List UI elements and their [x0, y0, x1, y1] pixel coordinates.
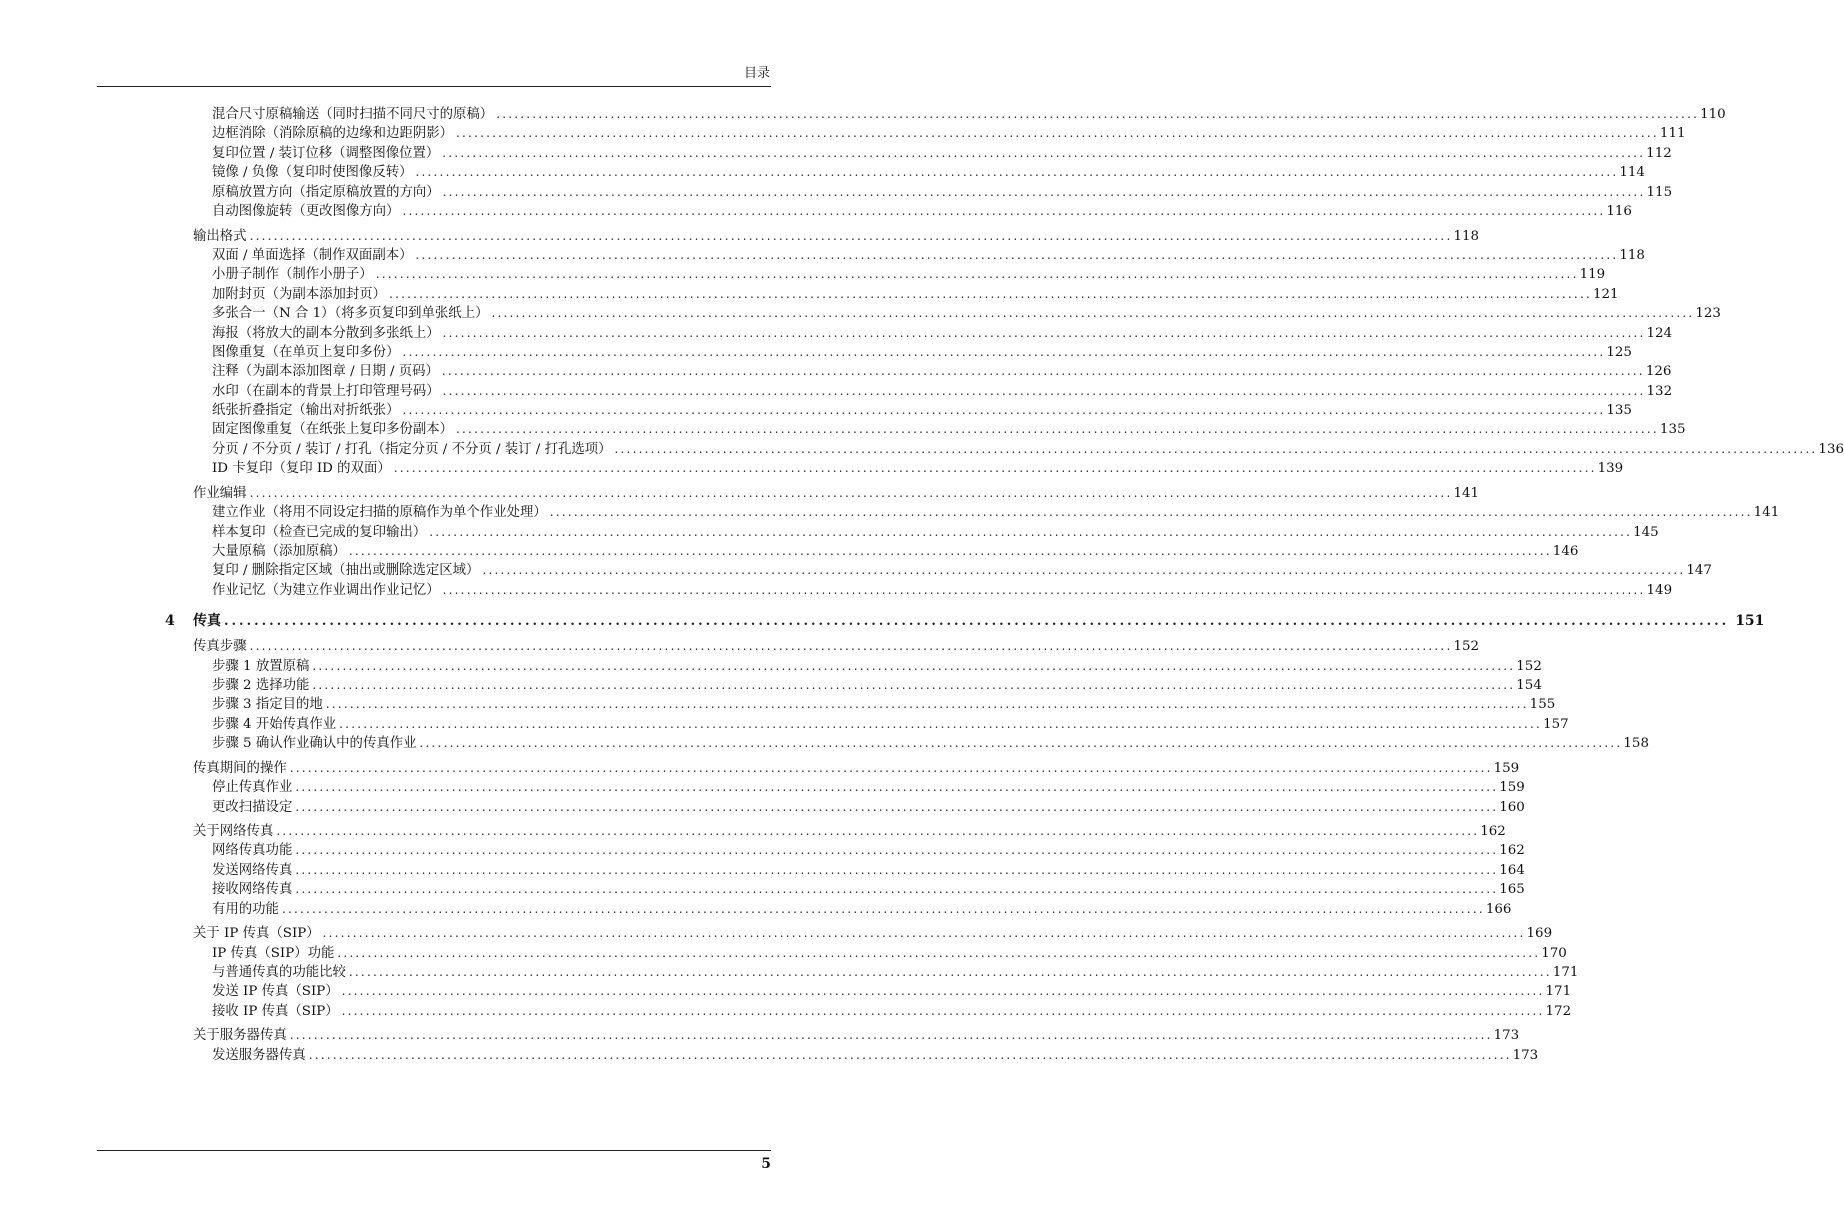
dot-leader: ........................................................................................................................................................................................................ — [375, 267, 1579, 281]
toc-page-number: 149 — [1646, 583, 1673, 598]
toc-entry[interactable] — [212, 797, 1525, 818]
dot-leader: ........................................................................................................................................................................................................ — [402, 345, 1606, 359]
toc-page-number: 118 — [1453, 229, 1480, 244]
toc-entry[interactable] — [193, 923, 1553, 944]
toc-page-number: 160 — [1499, 800, 1525, 815]
dot-leader: ........................................................................................................................................................................................................ — [456, 126, 1659, 140]
dot-leader: ........................................................................................................................................................................................................ — [456, 422, 1659, 436]
toc-entry-title: 图像重复（在单页上复印多份） — [212, 345, 400, 360]
toc-page-number: 141 — [1753, 505, 1780, 520]
toc-page-number: 132 — [1646, 384, 1673, 399]
toc-entry-title: 更改扫描设定 — [212, 800, 293, 815]
toc-entry[interactable] — [212, 580, 1673, 601]
toc-entry-title: 有用的功能 — [212, 902, 279, 917]
toc-entry[interactable] — [212, 381, 1673, 402]
dot-leader: ........................................................................................................................................................................................................ — [337, 946, 1541, 960]
dot-leader: ........................................................................................................................................................................................................ — [429, 525, 1633, 539]
toc-entry[interactable] — [193, 226, 1480, 247]
toc-page-number: 119 — [1579, 267, 1606, 282]
toc-entry-title: 传真步骤 — [193, 639, 247, 654]
toc-entry-title: 加附封页（为副本添加封页） — [212, 287, 387, 302]
toc-entry[interactable] — [212, 419, 1686, 440]
toc-entry-title: 网络传真功能 — [212, 843, 293, 858]
toc-page-number: 124 — [1646, 326, 1673, 341]
toc-chapter-number: 4 — [165, 613, 175, 629]
toc-chapter-entry[interactable] — [165, 611, 1765, 632]
dot-leader: ........................................................................................................................................................................................................ — [295, 863, 1499, 877]
toc-entry[interactable] — [212, 323, 1673, 344]
toc-page-number: 135 — [1606, 403, 1632, 418]
dot-leader: ........................................................................................................................................................................................................ — [295, 882, 1499, 896]
toc-entry-title: 与普通传真的功能比较 — [212, 965, 346, 980]
toc-entry-title: 步骤 2 选择功能 — [212, 678, 310, 693]
toc-entry[interactable] — [212, 264, 1606, 285]
footer-divider — [97, 1150, 771, 1151]
toc-entry-title: 多张合一（N 合 1）（将多页复印到单张纸上） — [212, 306, 489, 321]
toc-page-number: 152 — [1516, 659, 1542, 674]
toc-entry-title: 复印 / 删除指定区域（抽出或删除选定区域） — [212, 563, 480, 578]
toc-entry[interactable] — [212, 694, 1556, 715]
toc-page-number: 112 — [1646, 146, 1672, 161]
toc-entry-title: 输出格式 — [193, 229, 247, 244]
toc-entry[interactable] — [212, 245, 1645, 266]
dot-leader: ........................................................................................................................................................................................................ — [322, 926, 1526, 940]
toc-entry[interactable] — [212, 860, 1525, 881]
dot-leader: ........................................................................................................................................................................................................ — [549, 505, 1753, 519]
dot-leader: ........................................................................................................................................................................................................ — [224, 614, 1730, 629]
dot-leader: ........................................................................................................................................................................................................ — [249, 486, 1453, 500]
toc-entry[interactable] — [212, 342, 1632, 363]
dot-leader: ........................................................................................................................................................................................................ — [393, 461, 1597, 475]
toc-entry-title: 发送服务器传真 — [212, 1048, 306, 1063]
toc-page-number: 139 — [1597, 461, 1624, 476]
toc-page-number: 141 — [1453, 486, 1480, 501]
dot-leader: ........................................................................................................................................................................................................ — [295, 800, 1499, 814]
toc-entry[interactable] — [212, 123, 1686, 144]
toc-page-number: 169 — [1526, 926, 1553, 941]
dot-leader: ........................................................................................................................................................................................................ — [339, 717, 1543, 731]
dot-leader: ........................................................................................................................................................................................................ — [415, 165, 1619, 179]
dot-leader: ........................................................................................................................................................................................................ — [441, 364, 1645, 378]
toc-page-number: 158 — [1623, 736, 1649, 751]
toc-entry[interactable] — [212, 1001, 1572, 1022]
toc-entry-title: 镜像 / 负像（复印时使图像反转） — [212, 165, 413, 180]
toc-page-number: 171 — [1552, 965, 1579, 980]
dot-leader: ........................................................................................................................................................................................................ — [289, 761, 1493, 775]
toc-entry-title: 水印（在副本的背景上打印管理号码） — [212, 384, 440, 399]
toc-entry[interactable] — [193, 636, 1480, 657]
toc-entry[interactable] — [212, 303, 1721, 324]
toc-page-number: 123 — [1695, 306, 1721, 321]
dot-leader: ........................................................................................................................................................................................................ — [496, 107, 1700, 121]
toc-page-number: 111 — [1659, 126, 1686, 141]
dot-leader: ........................................................................................................................................................................................................ — [402, 403, 1606, 417]
dot-leader: ........................................................................................................................................................................................................ — [341, 1004, 1545, 1018]
toc-entry[interactable] — [212, 400, 1632, 421]
toc-page-number: 173 — [1512, 1048, 1539, 1063]
toc-entry[interactable] — [212, 943, 1567, 964]
toc-page-number: 162 — [1499, 843, 1525, 858]
toc-entry-title: 分页 / 不分页 / 装订 / 打孔（指定分页 / 不分页 / 装订 / 打孔选项） — [212, 442, 612, 457]
toc-page-number: 145 — [1633, 525, 1659, 540]
dot-leader: ........................................................................................................................................................................................................ — [249, 229, 1453, 243]
dot-leader: ........................................................................................................................................................................................................ — [348, 965, 1552, 979]
toc-entry-title: 边框消除（消除原稿的边缘和边距阴影） — [212, 126, 454, 141]
dot-leader: ........................................................................................................................................................................................................ — [402, 204, 1606, 218]
toc-entry-title: 发送网络传真 — [212, 863, 293, 878]
toc-page-number: 136 — [1818, 442, 1844, 457]
toc-entry-title: 建立作业（将用不同设定扫描的原稿作为单个作业处理） — [212, 505, 547, 520]
toc-entry-title: 样本复印（检查已完成的复印输出） — [212, 525, 427, 540]
toc-entry-title: 接收 IP 传真（SIP） — [212, 1004, 339, 1019]
toc-page-number: 151 — [1735, 613, 1765, 629]
toc-entry[interactable] — [212, 182, 1673, 203]
toc-entry[interactable] — [212, 502, 1780, 523]
toc-entry-title: 作业记忆（为建立作业调出作业记忆） — [212, 583, 440, 598]
dot-leader: ........................................................................................................................................................................................................ — [491, 306, 1695, 320]
toc-entry-title: 小册子制作（制作小册子） — [212, 267, 373, 282]
toc-entry-title: 传真期间的操作 — [193, 761, 287, 776]
dot-leader: ........................................................................................................................................................................................................ — [415, 248, 1619, 262]
header-divider — [97, 86, 771, 87]
dot-leader: ........................................................................................................................................................................................................ — [295, 843, 1499, 857]
toc-entry[interactable] — [193, 483, 1480, 504]
toc-entry[interactable] — [212, 899, 1512, 920]
toc-entry[interactable] — [193, 758, 1520, 779]
dot-leader: ........................................................................................................................................................................................................ — [442, 185, 1646, 199]
toc-entry-title: 步骤 5 确认作业确认中的传真作业 — [212, 736, 417, 751]
toc-page-number: 170 — [1541, 946, 1567, 961]
toc-page-number: 166 — [1485, 902, 1512, 917]
toc-entry[interactable] — [212, 656, 1542, 677]
toc-entry[interactable] — [212, 143, 1672, 164]
toc-page-number: 164 — [1499, 863, 1525, 878]
toc-entry-title: IP 传真（SIP）功能 — [212, 946, 335, 961]
toc-entry[interactable] — [212, 714, 1569, 735]
toc-entry-title: 纸张折叠指定（输出对折纸张） — [212, 403, 400, 418]
toc-page-number: 121 — [1592, 287, 1619, 302]
toc-page-number: 118 — [1619, 248, 1645, 263]
toc-page-number: 162 — [1480, 824, 1506, 839]
dot-leader: ........................................................................................................................................................................................................ — [308, 1048, 1512, 1062]
toc-page-number: 116 — [1606, 204, 1632, 219]
toc-entry-title: 原稿放置方向（指定原稿放置的方向） — [212, 185, 440, 200]
toc-page-number: 152 — [1453, 639, 1480, 654]
toc-page-number: 154 — [1516, 678, 1542, 693]
toc-page-number: 165 — [1499, 882, 1525, 897]
toc-entry[interactable] — [212, 104, 1726, 125]
toc-entry-title: 传真 — [193, 613, 221, 629]
toc-entry[interactable] — [212, 522, 1659, 543]
toc-entry[interactable] — [212, 162, 1645, 183]
toc-entry-title: 步骤 4 开始传真作业 — [212, 717, 337, 732]
toc-entry[interactable] — [212, 981, 1572, 1002]
toc-entry-title: 双面 / 单面选择（制作双面副本） — [212, 248, 413, 263]
toc-entry-title: 关于 IP 传真（SIP） — [193, 926, 320, 941]
dot-leader: ........................................................................................................................................................................................................ — [442, 583, 1646, 597]
toc-entry-title: 步骤 3 指定目的地 — [212, 697, 323, 712]
toc-page-number: 147 — [1686, 563, 1712, 578]
dot-leader: ........................................................................................................................................................................................................ — [442, 384, 1646, 398]
running-header: 目录 — [743, 66, 770, 81]
toc-entry[interactable] — [212, 1045, 1539, 1066]
toc-entry-title: 固定图像重复（在纸张上复印多份副本） — [212, 422, 454, 437]
dot-leader: ........................................................................................................................................................................................................ — [341, 984, 1545, 998]
dot-leader: ........................................................................................................................................................................................................ — [442, 326, 1646, 340]
toc-entry-title: 关于服务器传真 — [193, 1028, 287, 1043]
toc-page-number: 110 — [1700, 107, 1726, 122]
toc-entry[interactable] — [212, 962, 1579, 983]
toc-entry[interactable] — [212, 458, 1624, 479]
dot-leader: ........................................................................................................................................................................................................ — [482, 563, 1686, 577]
toc-page-number: 173 — [1493, 1028, 1520, 1043]
toc-page-number: 114 — [1619, 165, 1645, 180]
toc-entry-title: 发送 IP 传真（SIP） — [212, 984, 339, 999]
toc-entry[interactable] — [193, 1025, 1520, 1046]
toc-page-number: 159 — [1493, 761, 1520, 776]
toc-entry[interactable] — [212, 541, 1579, 562]
toc-entry-title: 大量原稿（添加原稿） — [212, 544, 346, 559]
toc-entry[interactable] — [212, 879, 1525, 900]
dot-leader: ........................................................................................................................................................................................................ — [295, 780, 1499, 794]
toc-entry[interactable] — [212, 284, 1619, 305]
dot-leader: ........................................................................................................................................................................................................ — [249, 639, 1453, 653]
toc-entry-title: ID 卡复印（复印 ID 的双面） — [212, 461, 391, 476]
dot-leader: ........................................................................................................................................................................................................ — [442, 146, 1646, 160]
dot-leader: ........................................................................................................................................................................................................ — [614, 442, 1818, 456]
toc-page-number: 157 — [1543, 717, 1569, 732]
toc-page-number: 172 — [1545, 1004, 1572, 1019]
dot-leader: ........................................................................................................................................................................................................ — [389, 287, 1592, 301]
toc-entry[interactable] — [212, 560, 1712, 581]
toc-entry[interactable] — [212, 439, 1844, 460]
dot-leader: ........................................................................................................................................................................................................ — [289, 1028, 1493, 1042]
toc-page-number: 135 — [1659, 422, 1686, 437]
toc-entry-title: 注释（为副本添加图章 / 日期 / 页码） — [212, 364, 439, 379]
toc-entry[interactable] — [212, 777, 1525, 798]
page-number: 5 — [761, 1156, 771, 1172]
dot-leader: ........................................................................................................................................................................................................ — [276, 824, 1480, 838]
toc-entry[interactable] — [212, 361, 1672, 382]
toc-entry-title: 停止传真作业 — [212, 780, 293, 795]
toc-entry[interactable] — [212, 840, 1525, 861]
toc-entry-title: 复印位置 / 装订位移（调整图像位置） — [212, 146, 440, 161]
dot-leader: ........................................................................................................................................................................................................ — [312, 678, 1516, 692]
toc-entry-title: 关于网络传真 — [193, 824, 274, 839]
toc-page-number: 159 — [1499, 780, 1525, 795]
toc-entry[interactable] — [212, 201, 1632, 222]
toc-page-number: 115 — [1646, 185, 1673, 200]
toc-entry-title: 混合尺寸原稿输送（同时扫描不同尺寸的原稿） — [212, 107, 494, 122]
toc-page-number: 125 — [1606, 345, 1632, 360]
toc-page-number: 126 — [1645, 364, 1672, 379]
toc-entry-title: 海报（将放大的副本分散到多张纸上） — [212, 326, 440, 341]
toc-entry-title: 接收网络传真 — [212, 882, 293, 897]
toc-entry-title: 作业编辑 — [193, 486, 247, 501]
toc-page-number: 171 — [1545, 984, 1572, 999]
dot-leader: ........................................................................................................................................................................................................ — [419, 736, 1623, 750]
dot-leader: ........................................................................................................................................................................................................ — [312, 659, 1516, 673]
toc-page-number: 146 — [1552, 544, 1579, 559]
dot-leader: ........................................................................................................................................................................................................ — [348, 544, 1552, 558]
toc-entry[interactable] — [212, 733, 1649, 754]
toc-entry[interactable] — [212, 675, 1542, 696]
toc-page-number: 155 — [1529, 697, 1556, 712]
toc-entry[interactable] — [193, 821, 1506, 842]
toc-entry-title: 自动图像旋转（更改图像方向） — [212, 204, 400, 219]
dot-leader: ........................................................................................................................................................................................................ — [281, 902, 1485, 916]
dot-leader: ........................................................................................................................................................................................................ — [325, 697, 1529, 711]
toc-entry-title: 步骤 1 放置原稿 — [212, 659, 310, 674]
